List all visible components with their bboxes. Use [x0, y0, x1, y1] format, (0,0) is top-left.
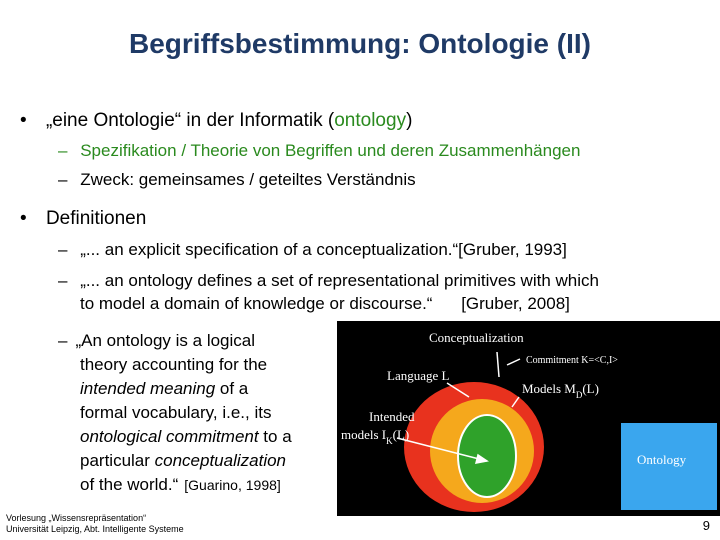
citation: [Guarino, 1998]: [184, 477, 281, 493]
sub-bullet-spezifikation: [58, 141, 580, 161]
dash: –: [58, 240, 68, 259]
quote-line: „An ontology is a logical: [75, 331, 256, 350]
label-models: Models $M_D(L)$: [522, 381, 599, 400]
label-conceptualization: Conceptualization: [429, 330, 524, 345]
bullet-dot: •: [20, 208, 27, 229]
bullet-ontology-informatik: [20, 110, 412, 132]
label-intended: Intended: [369, 409, 415, 424]
quote-emphasis: intended meaning: [80, 379, 216, 398]
bullet-definitionen: [20, 208, 146, 230]
footer-line2: Universität Leipzig, Abt. Intelligente Systeme: [6, 524, 184, 534]
sub-bullet-zweck: [58, 170, 416, 190]
quote-emphasis: ontological commitment: [80, 427, 259, 446]
definition-gruber-1993: [58, 240, 567, 260]
dash: –: [58, 170, 68, 189]
quote-line: of a: [215, 379, 249, 398]
definition-gruber-2008: [58, 271, 599, 291]
dash: –: [58, 271, 68, 290]
bullet-text-close: ): [406, 110, 413, 131]
definition-text: „... an explicit specification of a conceptualization.“[Gruber, 1993]: [80, 240, 567, 259]
sub-bullet-text: Zweck: gemeinsames / geteiltes Verständnis: [80, 170, 416, 189]
slide-title: Begriffsbestimmung: Ontologie (II): [129, 28, 591, 59]
label-commitment: Commitment K=<C,I>: [526, 355, 618, 366]
label-ontology: Ontology: [637, 452, 687, 467]
quote-line: of the world.“: [80, 475, 179, 494]
quote-line: particular: [80, 451, 155, 470]
dash: –: [58, 331, 68, 350]
page-number: 9: [702, 518, 710, 533]
quote-line: to a: [258, 427, 292, 446]
footer-line1: Vorlesung „Wissensrepräsentation“: [6, 513, 147, 523]
label-language: Language L: [387, 368, 450, 383]
quote-line: theory accounting for the: [80, 355, 268, 374]
definition-guarino-1998: [58, 329, 292, 497]
term-ontology: ontology: [334, 110, 407, 131]
definition-text-line2: to model a domain of knowledge or discourse.“: [80, 294, 433, 313]
definition-gruber-2008-line2: [80, 294, 570, 314]
slide-footer: [6, 513, 184, 535]
definition-text-line1: „... an ontology defines a set of representational primitives with which: [80, 271, 599, 290]
ontology-diagram: [337, 321, 720, 516]
bullet-dot: •: [20, 110, 27, 131]
citation: [Gruber, 2008]: [461, 294, 570, 313]
quote-emphasis: conceptualization: [154, 451, 287, 470]
sub-bullet-text: Spezifikation / Theorie von Begriffen und deren Zusammenhängen: [80, 141, 581, 160]
bullet-text: Definitionen: [45, 208, 147, 229]
dash: –: [58, 141, 68, 160]
bullet-text: „eine Ontologie“ in der Informatik (: [45, 110, 335, 131]
label-intended-models: models $I_K(L)$: [341, 427, 410, 446]
quote-line: formal vocabulary, i.e., its: [80, 403, 272, 422]
